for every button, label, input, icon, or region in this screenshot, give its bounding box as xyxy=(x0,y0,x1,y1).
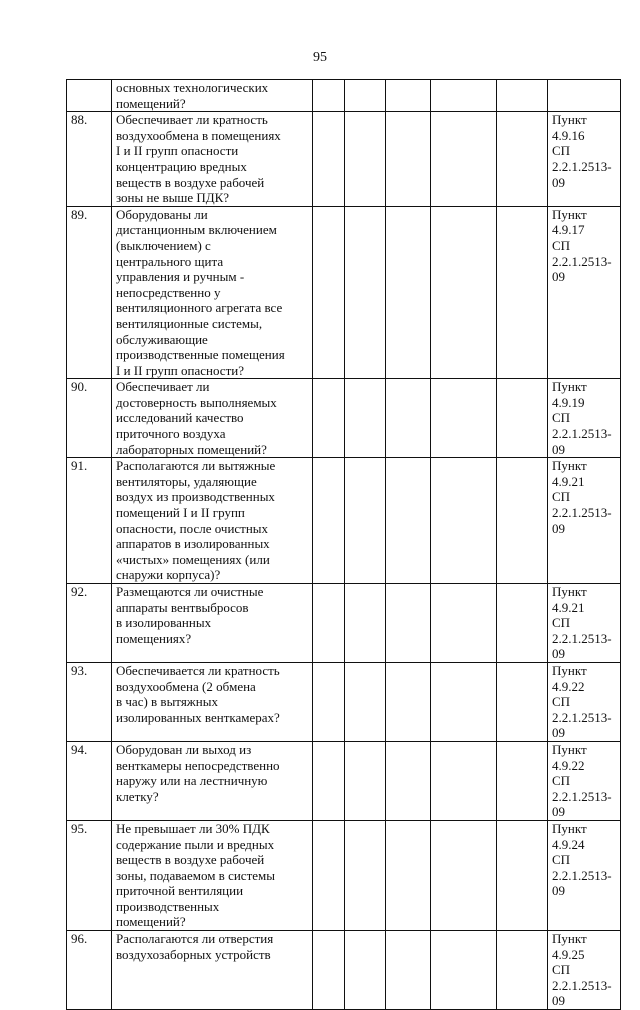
row-reference: Пункт 4.9.21 СП 2.2.1.2513-09 xyxy=(548,458,621,584)
row-number: 88. xyxy=(67,112,112,207)
row-number: 91. xyxy=(67,458,112,584)
answer-cell xyxy=(345,820,386,930)
table-row xyxy=(67,112,621,207)
row-question: Размещаются ли очистные аппараты вентвыбросов в изолированных помещениях? xyxy=(112,584,313,663)
answer-cell xyxy=(345,80,386,112)
answer-cell xyxy=(313,112,345,207)
row-reference: Пункт 4.9.16 СП 2.2.1.2513-09 xyxy=(548,112,621,207)
row-reference: Пункт 4.9.22 СП 2.2.1.2513-09 xyxy=(548,741,621,820)
answer-cell xyxy=(431,206,497,379)
answer-cell xyxy=(497,112,548,207)
table-row xyxy=(67,820,621,930)
answer-cell xyxy=(313,662,345,741)
answer-cell xyxy=(313,379,345,458)
answer-cell xyxy=(386,741,431,820)
row-number: 93. xyxy=(67,662,112,741)
answer-cell xyxy=(497,206,548,379)
row-question: Обеспечивает ли достоверность выполняемых исследований качество приточного воздуха лабораторных помещений? xyxy=(112,379,313,458)
answer-cell xyxy=(345,206,386,379)
checklist-body xyxy=(67,80,621,1010)
answer-cell xyxy=(345,662,386,741)
row-question: Располагаются ли отверстия воздухозаборных устройств xyxy=(112,931,313,1010)
row-reference: Пункт 4.9.19 СП 2.2.1.2513-09 xyxy=(548,379,621,458)
answer-cell xyxy=(497,820,548,930)
answer-cell xyxy=(497,379,548,458)
answer-cell xyxy=(497,584,548,663)
row-question: Обеспечивается ли кратность воздухообмена (2 обмена в час) в вытяжных изолированных венткамерах? xyxy=(112,662,313,741)
answer-cell xyxy=(345,112,386,207)
answer-cell xyxy=(313,458,345,584)
answer-cell xyxy=(497,80,548,112)
table-row xyxy=(67,931,621,1010)
answer-cell xyxy=(386,379,431,458)
table-row xyxy=(67,379,621,458)
row-question: Оборудован ли выход из венткамеры непосредственно наружу или на лестничную клетку? xyxy=(112,741,313,820)
table-row xyxy=(67,662,621,741)
row-reference xyxy=(548,80,621,112)
row-reference: Пункт 4.9.17 СП 2.2.1.2513-09 xyxy=(548,206,621,379)
answer-cell xyxy=(313,820,345,930)
row-question: Располагаются ли вытяжные вентиляторы, удаляющие воздух из производственных помещений I и II групп опасности, после очистных аппаратов в изолированных «чистых» помещениях (или снаружи корпуса)? xyxy=(112,458,313,584)
answer-cell xyxy=(431,662,497,741)
answer-cell xyxy=(345,741,386,820)
answer-cell xyxy=(431,80,497,112)
row-number: 94. xyxy=(67,741,112,820)
answer-cell xyxy=(431,379,497,458)
answer-cell xyxy=(497,741,548,820)
answer-cell xyxy=(386,584,431,663)
answer-cell xyxy=(345,379,386,458)
answer-cell xyxy=(386,662,431,741)
row-number: 89. xyxy=(67,206,112,379)
answer-cell xyxy=(313,584,345,663)
answer-cell xyxy=(313,206,345,379)
checklist-table xyxy=(66,79,621,1010)
answer-cell xyxy=(386,931,431,1010)
answer-cell xyxy=(497,458,548,584)
answer-cell xyxy=(345,458,386,584)
table-row xyxy=(67,584,621,663)
answer-cell xyxy=(386,206,431,379)
answer-cell xyxy=(313,741,345,820)
answer-cell xyxy=(345,931,386,1010)
answer-cell xyxy=(386,112,431,207)
table-row xyxy=(67,458,621,584)
row-reference: Пункт 4.9.25 СП 2.2.1.2513-09 xyxy=(548,931,621,1010)
answer-cell xyxy=(386,80,431,112)
answer-cell xyxy=(386,458,431,584)
row-number: 92. xyxy=(67,584,112,663)
row-reference: Пункт 4.9.24 СП 2.2.1.2513-09 xyxy=(548,820,621,930)
answer-cell xyxy=(431,931,497,1010)
row-number: 95. xyxy=(67,820,112,930)
row-reference: Пункт 4.9.22 СП 2.2.1.2513-09 xyxy=(548,662,621,741)
table-row xyxy=(67,741,621,820)
answer-cell xyxy=(497,662,548,741)
answer-cell xyxy=(431,458,497,584)
page-number: 95 xyxy=(313,50,327,65)
answer-cell xyxy=(313,80,345,112)
row-question: основных технологических помещений? xyxy=(112,80,313,112)
row-question: Оборудованы ли дистанционным включением (выключением) с центрального щита управления и ручным - непосредственно у вентиляционного агрегата все вентиляционные системы, обслуживающие производственные помещения I и II групп опасности? xyxy=(112,206,313,379)
row-reference: Пункт 4.9.21 СП 2.2.1.2513-09 xyxy=(548,584,621,663)
answer-cell xyxy=(497,931,548,1010)
answer-cell xyxy=(431,112,497,207)
answer-cell xyxy=(313,931,345,1010)
row-number: 96. xyxy=(67,931,112,1010)
row-question: Обеспечивает ли кратность воздухообмена в помещениях I и II групп опасности концентрацию вредных веществ в воздухе рабочей зоны не выше ПДК? xyxy=(112,112,313,207)
table-row xyxy=(67,206,621,379)
answer-cell xyxy=(345,584,386,663)
answer-cell xyxy=(431,820,497,930)
table-row xyxy=(67,80,621,112)
row-number: 90. xyxy=(67,379,112,458)
answer-cell xyxy=(386,820,431,930)
row-number xyxy=(67,80,112,112)
row-question: Не превышает ли 30% ПДК содержание пыли и вредных веществ в воздухе рабочей зоны, подаваемом в системы приточной вентиляции производственных помещений? xyxy=(112,820,313,930)
answer-cell xyxy=(431,584,497,663)
answer-cell xyxy=(431,741,497,820)
